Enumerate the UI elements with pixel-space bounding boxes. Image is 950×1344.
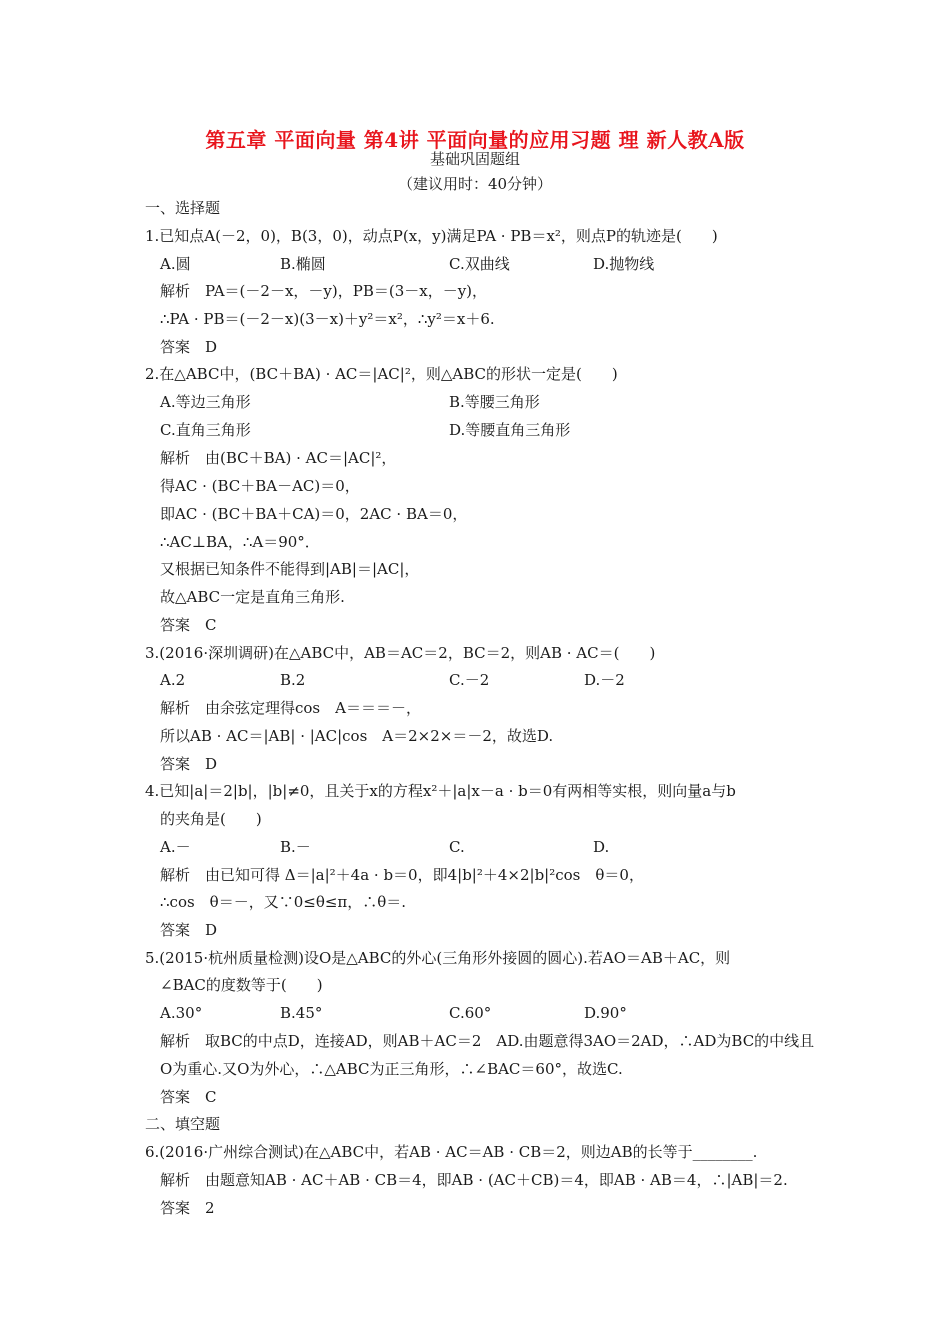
q2-answer: 答案 C xyxy=(160,616,217,634)
q3-option-a: A.2 xyxy=(160,671,186,689)
q1-answer: 答案 D xyxy=(160,338,218,356)
q6-stem: 6.(2016·广州综合测试)在△ABC中，若AB · AC＝AB · CB＝2，则边AB的长等于________. xyxy=(145,1143,758,1161)
q3-option-c: C.－2 xyxy=(449,671,490,689)
q3-stem: 3.(2016·深圳调研)在△ABC中，AB＝AC＝2，BC＝2，则AB · AC＝( ) xyxy=(145,644,656,662)
q2-analysis-3: 即AC · (BC＋BA＋CA)＝0，2AC · BA＝0， xyxy=(160,505,468,523)
q4-option-a: A.－ xyxy=(160,838,191,856)
q5-analysis-2: O为重心.又O为外心，∴△ABC为正三角形，∴∠BAC＝60°，故选C. xyxy=(160,1060,623,1078)
q5-option-c: C.60° xyxy=(449,1004,492,1022)
q3-analysis-1: 解析 由余弦定理得cos A＝＝＝－， xyxy=(160,699,421,717)
q1-option-d: D.抛物线 xyxy=(593,255,655,273)
q5-stem: 5.(2015·杭州质量检测)设O是△ABC的外心(三角形外接圆的圆心).若AO＝AB＋AC，则 xyxy=(145,949,731,967)
q4-stem: 4.已知|a|＝2|b|，|b|≠0，且关于x的方程x²＋|a|x－a · b＝0有两相等实根，则向量a与b xyxy=(145,782,736,800)
q3-option-d: D.－2 xyxy=(584,671,625,689)
q4-option-d: D. xyxy=(593,838,610,856)
q2-option-c: C.直角三角形 xyxy=(160,421,251,439)
q2-option-b: B.等腰三角形 xyxy=(449,393,540,411)
q5-option-a: A.30° xyxy=(160,1004,203,1022)
q2-stem: 2.在△ABC中，(BC＋BA) · AC＝|AC|²，则△ABC的形状一定是( ) xyxy=(145,365,618,383)
q5-option-d: D.90° xyxy=(584,1004,627,1022)
q1-stem: 1.已知点A(－2，0)，B(3，0)，动点P(x，y)满足PA · PB＝x²，则点P的轨迹是( ) xyxy=(145,227,718,245)
q2-analysis-6: 故△ABC一定是直角三角形. xyxy=(160,588,345,606)
q4-stem-cont: 的夹角是( ) xyxy=(160,810,262,828)
q2-analysis-1: 解析 由(BC＋BA) · AC＝|AC|²， xyxy=(160,449,397,467)
q1-option-a: A.圆 xyxy=(160,255,191,273)
section-fill: 二、填空题 xyxy=(145,1115,221,1133)
q4-analysis-1: 解析 由已知可得 Δ＝|a|²＋4a · b＝0，即4|b|²＋4×2|b|²cos θ＝0， xyxy=(160,866,644,884)
q2-option-d: D.等腰直角三角形 xyxy=(449,421,571,439)
q2-option-a: A.等边三角形 xyxy=(160,393,251,411)
q1-option-b: B.椭圆 xyxy=(280,255,326,273)
q4-analysis-2: ∴cos θ＝－，又∵0≤θ≤π，∴θ＝. xyxy=(160,893,407,911)
time-hint: （建议用时：40分钟） xyxy=(397,175,553,193)
q5-analysis-1: 解析 取BC的中点D，连接AD，则AB＋AC＝2 AD.由题意得3AO＝2AD，∴AD为BC的中线且 xyxy=(160,1032,815,1050)
q6-analysis-1: 解析 由题意知AB · AC＋AB · CB＝4，即AB · (AC＋CB)＝4，即AB · AB＝4，∴|AB|＝2. xyxy=(160,1171,788,1189)
q5-option-b: B.45° xyxy=(280,1004,323,1022)
q3-option-b: B.2 xyxy=(280,671,306,689)
q1-analysis-1: 解析 PA＝(－2－x，－y)，PB＝(3－x，－y)， xyxy=(160,282,488,300)
q3-answer: 答案 D xyxy=(160,755,218,773)
q6-answer: 答案 2 xyxy=(160,1199,215,1217)
page-title: 第五章 平面向量 第4讲 平面向量的应用习题 理 新人教A版 xyxy=(205,128,745,152)
q2-analysis-2: 得AC · (BC＋BA－AC)＝0， xyxy=(160,477,360,495)
q4-option-b: B.－ xyxy=(280,838,311,856)
q4-answer: 答案 D xyxy=(160,921,218,939)
group-label: 基础巩固题组 xyxy=(429,150,520,168)
q1-analysis-2: ∴PA · PB＝(－2－x)(3－x)＋y²＝x²，∴y²＝x＋6. xyxy=(160,310,495,328)
q1-option-c: C.双曲线 xyxy=(449,255,510,273)
q2-analysis-5: 又根据已知条件不能得到|AB|＝|AC|， xyxy=(160,560,420,578)
q4-option-c: C. xyxy=(449,838,465,856)
q3-analysis-2: 所以AB · AC＝|AB| · |AC|cos A＝2×2×＝－2，故选D. xyxy=(160,727,554,745)
section-choice: 一、选择题 xyxy=(145,199,221,217)
q5-answer: 答案 C xyxy=(160,1088,217,1106)
q5-stem-cont: ∠BAC的度数等于( ) xyxy=(160,976,323,994)
q2-analysis-4: ∴AC⊥BA，∴A＝90°． xyxy=(160,533,320,551)
